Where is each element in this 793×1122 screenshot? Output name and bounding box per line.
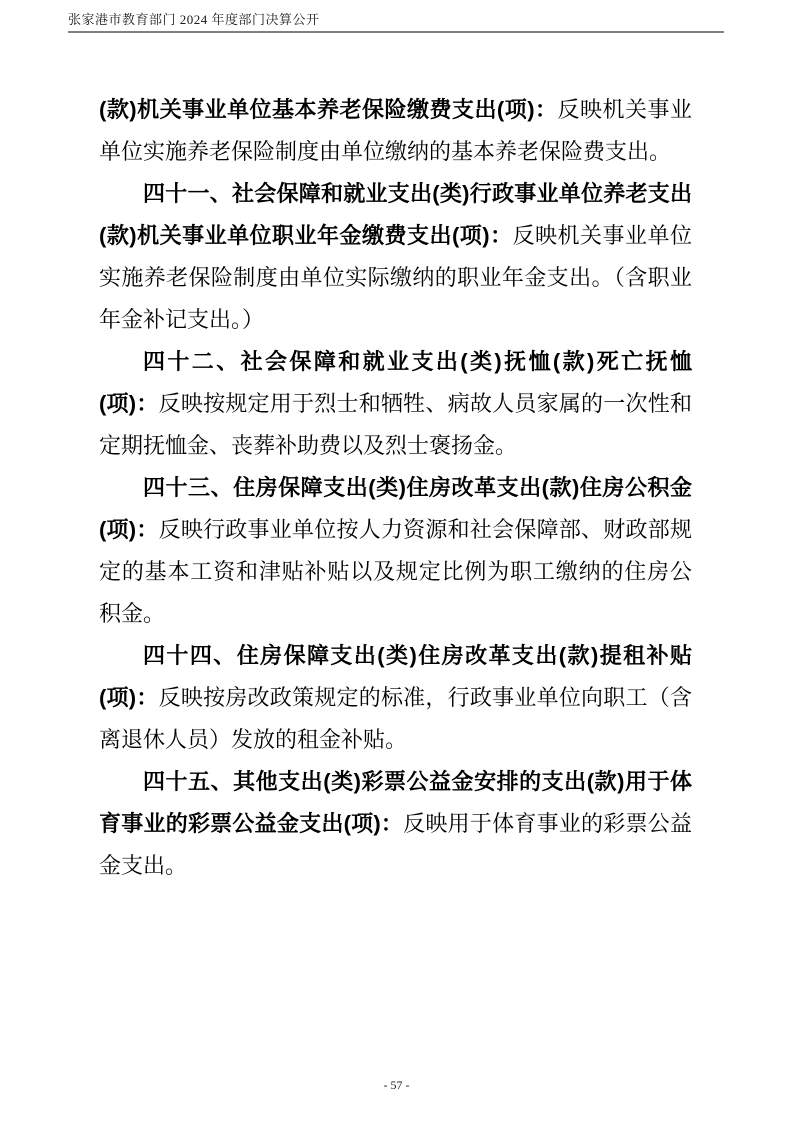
paragraph-text: 反映按房改政策规定的标准，行政事业单位向职工（含离退休人员）发放的租金补贴。 bbox=[99, 685, 692, 752]
paragraph-text: 反映用于体育事业的彩票公益金支出。 bbox=[99, 811, 692, 878]
paragraph-42-death-benefits bbox=[99, 341, 692, 467]
paragraph-heading: 四十二、社会保障和就业支出(类)抚恤(款)死亡抚恤(项)： bbox=[99, 349, 692, 416]
page-number: - 57 - bbox=[383, 1078, 410, 1092]
document-body bbox=[99, 89, 692, 887]
paragraph-44-rent-subsidy bbox=[99, 635, 692, 761]
paragraph-text: 反映机关事业单位实施养老保险制度由单位实际缴纳的职业年金支出。（含职业年金补记支出。） bbox=[99, 223, 692, 332]
paragraph-text: 反映机关事业单位实施养老保险制度由单位缴纳的基本养老保险费支出。 bbox=[99, 97, 692, 164]
paragraph-heading: (款)机关事业单位基本养老保险缴费支出(项)： bbox=[99, 97, 558, 122]
page-footer bbox=[0, 1078, 793, 1093]
paragraph-heading: 四十四、住房保障支出(类)住房改革支出(款)提租补贴(项)： bbox=[99, 643, 692, 710]
page-header bbox=[68, 12, 724, 33]
paragraph-41-occupational-annuity bbox=[99, 173, 692, 341]
paragraph-heading: 四十一、社会保障和就业支出(类)行政事业单位养老支出(款)机关事业单位职业年金缴费支出(项)： bbox=[99, 181, 692, 248]
paragraph-text: 反映按规定用于烈士和牺牲、病故人员家属的一次性和定期抚恤金、丧葬补助费以及烈士褒扬金。 bbox=[99, 391, 692, 458]
paragraph-text: 反映行政事业单位按人力资源和社会保障部、财政部规定的基本工资和津贴补贴以及规定比例为职工缴纳的住房公积金。 bbox=[99, 517, 692, 626]
paragraph-heading: 四十五、其他支出(类)彩票公益金安排的支出(款)用于体育事业的彩票公益金支出(项)： bbox=[99, 769, 692, 836]
paragraph-pension-contribution bbox=[99, 89, 692, 173]
paragraph-43-housing-fund bbox=[99, 467, 692, 635]
paragraph-45-lottery-fund bbox=[99, 761, 692, 887]
paragraph-heading: 四十三、住房保障支出(类)住房改革支出(款)住房公积金(项)： bbox=[99, 475, 692, 542]
page-header-title: 张家港市教育部门 2024 年度部门决算公开 bbox=[68, 12, 320, 27]
